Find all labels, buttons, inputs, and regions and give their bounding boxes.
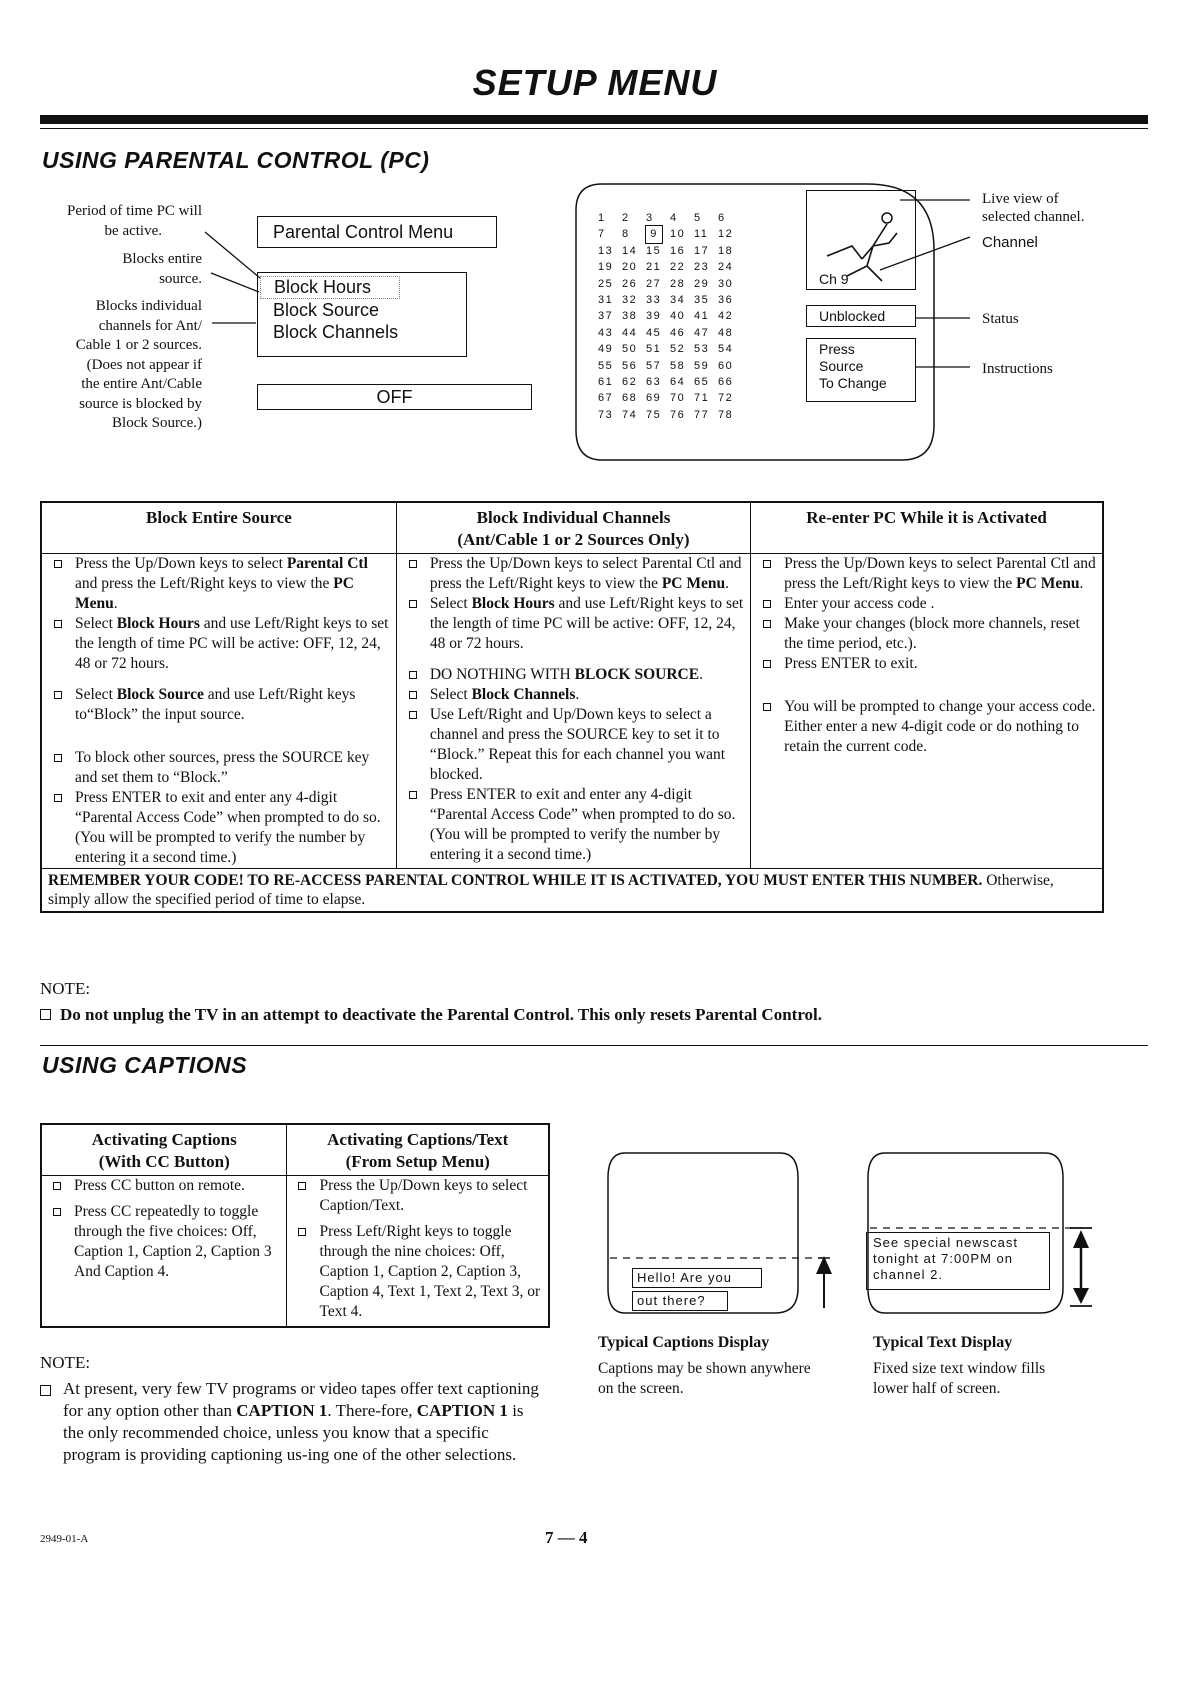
channel-number[interactable]: 3 bbox=[646, 212, 654, 224]
channel-number[interactable]: 44 bbox=[622, 326, 638, 339]
caption-line-2-box bbox=[632, 1291, 728, 1311]
captions-display-desc: Captions may be shown anywhere on the screen. bbox=[598, 1360, 811, 1397]
note-unplug: Do not unplug the TV in an attempt to deactivate the Parental Control. This only resets Parental Control. bbox=[40, 1004, 822, 1026]
channel-number[interactable]: 38 bbox=[622, 310, 638, 323]
captions-note-label: NOTE: bbox=[40, 1353, 91, 1372]
header-block-entire-source: Block Entire Source bbox=[41, 502, 396, 554]
channel-number[interactable]: 17 bbox=[694, 244, 710, 257]
channel-number[interactable]: 56 bbox=[622, 359, 638, 372]
channel-number[interactable]: 63 bbox=[646, 376, 662, 389]
label-live-view: Live view of selected channel. bbox=[982, 191, 1085, 225]
channel-number[interactable]: 74 bbox=[622, 408, 638, 421]
channel-number[interactable]: 10 bbox=[670, 228, 686, 241]
channel-number[interactable]: 65 bbox=[694, 376, 710, 389]
list-item: Press ENTER to exit. bbox=[757, 654, 1096, 674]
channel-number[interactable]: 54 bbox=[718, 343, 734, 356]
col-cc-button bbox=[41, 1176, 287, 1328]
channel-number[interactable]: 35 bbox=[694, 294, 710, 307]
list-item: Enter your access code . bbox=[757, 594, 1096, 614]
channel-number[interactable]: 14 bbox=[622, 244, 638, 257]
menu-item-block-hours[interactable]: Block Hours bbox=[260, 276, 400, 299]
channel-number[interactable]: 22 bbox=[670, 261, 686, 274]
col-setup-menu bbox=[287, 1176, 549, 1328]
channel-number[interactable]: 34 bbox=[670, 294, 686, 307]
caption-line-2: out there? bbox=[637, 1293, 706, 1308]
channel-number[interactable]: 59 bbox=[694, 359, 710, 372]
channel-number[interactable]: 61 bbox=[598, 376, 614, 389]
title-rule-thin bbox=[40, 128, 1148, 129]
channel-number[interactable]: 5 bbox=[694, 212, 702, 224]
preview-channel: Ch 9 bbox=[819, 271, 849, 287]
label-instructions: Instructions bbox=[982, 361, 1053, 377]
text-window-box bbox=[866, 1232, 1050, 1290]
list-item: Press ENTER to exit and enter any 4-digit “Parental Access Code” when prompted to do so. (You will be prompted to verify the number by entering it a second time.) bbox=[48, 788, 390, 868]
channel-number[interactable]: 64 bbox=[670, 376, 686, 389]
channel-row bbox=[598, 259, 742, 275]
caption-line-1: Hello! Are you bbox=[637, 1270, 732, 1285]
list-item: Press Left/Right keys to toggle through the nine choices: Off, Caption 1, Caption 2, Caption 3, Caption 4, Text 1, Text 2, Text 3, or Text 4. bbox=[292, 1222, 543, 1322]
channel-number[interactable]: 55 bbox=[598, 359, 614, 372]
list-item: Select Block Source and use Left/Right keys to“Block” the input source. bbox=[48, 685, 390, 725]
label-entire: Blocks entire source. bbox=[122, 251, 202, 287]
channel-row bbox=[598, 243, 742, 259]
channel-number[interactable]: 73 bbox=[598, 408, 614, 421]
parental-control-heading: USING PARENTAL CONTROL (PC) bbox=[42, 147, 430, 173]
channel-number[interactable]: 66 bbox=[718, 376, 734, 389]
list-item: Press the Up/Down keys to select Parental Ctl and press the Left/Right keys to view the PC Menu. bbox=[403, 554, 744, 594]
list-item: Press CC button on remote. bbox=[47, 1176, 281, 1196]
channel-number[interactable]: 27 bbox=[646, 277, 662, 290]
channel-number[interactable]: 29 bbox=[694, 277, 710, 290]
channel-row bbox=[598, 407, 742, 423]
channel-number[interactable]: 32 bbox=[622, 294, 638, 307]
text-window: See special newscast tonight at 7:00PM on channel 2. bbox=[873, 1235, 1019, 1282]
preview-status: Unblocked bbox=[819, 308, 886, 324]
preview-instructions: Press Source To Change bbox=[819, 341, 887, 391]
channel-number[interactable]: 7 bbox=[598, 228, 606, 241]
list-item: Press CC repeatedly to toggle through the five choices: Off, Caption 1, Caption 2, Caption 3 And Caption 4. bbox=[47, 1202, 281, 1282]
captions-display-title: Typical Captions Display bbox=[598, 1334, 770, 1351]
list-item: You will be prompted to change your access code. Either enter a new 4-digit code or do nothing to retain the current code. bbox=[757, 697, 1096, 757]
channel-number[interactable]: 43 bbox=[598, 326, 614, 339]
channel-number[interactable]: 15 bbox=[646, 244, 662, 257]
channel-number[interactable]: 19 bbox=[598, 261, 614, 274]
channel-grid bbox=[598, 210, 742, 423]
channel-number[interactable]: 24 bbox=[718, 261, 734, 274]
list-item: Press ENTER to exit and enter any 4-digit “Parental Access Code” when prompted to do so. (You will be prompted to verify the number by entering it a second time.) bbox=[403, 785, 744, 865]
channel-number[interactable]: 26 bbox=[622, 277, 638, 290]
page-number: 7 — 4 bbox=[545, 1528, 588, 1547]
channel-number[interactable]: 60 bbox=[718, 359, 734, 372]
label-individual: Blocks individual channels for Ant/ Cable 1 or 2 sources. (Does not appear if the entire Ant/Cable source is blocked by Block Source.) bbox=[75, 298, 202, 431]
menu-item-block-channels[interactable]: Block Channels bbox=[273, 322, 399, 342]
channel-number[interactable]: 71 bbox=[694, 392, 710, 405]
channel-number[interactable]: 1 bbox=[598, 212, 606, 224]
channel-number[interactable]: 50 bbox=[622, 343, 638, 356]
channel-number[interactable]: 33 bbox=[646, 294, 662, 307]
channel-number[interactable]: 25 bbox=[598, 277, 614, 290]
captions-note: At present, very few TV programs or video tapes offer text captioning for any option other than CAPTION 1. There-fore, CAPTION 1 is the only recommended choice, unless you know that a specific program is providing captioning us-ing one of the other selections. bbox=[40, 1378, 545, 1466]
channel-number[interactable]: 31 bbox=[598, 294, 614, 307]
header-setup-menu: Activating Captions/Text (From Setup Menu) bbox=[287, 1124, 549, 1176]
channel-number[interactable]: 69 bbox=[646, 392, 662, 405]
channel-number[interactable]: 11 bbox=[694, 228, 709, 241]
channel-number[interactable]: 47 bbox=[694, 326, 710, 339]
label-channel: Channel bbox=[982, 234, 1038, 251]
list-item: Make your changes (block more channels, reset the time period, etc.). bbox=[757, 614, 1096, 654]
channel-number[interactable]: 36 bbox=[718, 294, 734, 307]
list-item: Select Block Channels. bbox=[403, 685, 744, 705]
header-block-individual-channels: Block Individual Channels (Ant/Cable 1 or 2 Sources Only) bbox=[396, 502, 750, 554]
col-block-entire-source bbox=[41, 554, 396, 869]
channel-number[interactable]: 28 bbox=[670, 277, 686, 290]
note-label: NOTE: bbox=[40, 979, 91, 998]
channel-row bbox=[598, 358, 742, 374]
pc-menu-title: Parental Control Menu bbox=[273, 222, 454, 242]
pc-menu-value: OFF bbox=[376, 387, 413, 407]
channel-row bbox=[598, 308, 742, 324]
channel-number[interactable]: 51 bbox=[646, 343, 662, 356]
remember-code-note: REMEMBER YOUR CODE! TO RE-ACCESS PARENTAL CONTROL WHILE IT IS ACTIVATED, YOU MUST ENTER THIS NUMBER. Otherwise, simply allow the specified period of time to elapse. bbox=[41, 869, 1103, 913]
channel-row bbox=[598, 374, 742, 390]
section-divider bbox=[40, 1045, 1148, 1046]
channel-number[interactable]: 49 bbox=[598, 343, 614, 356]
list-item: Press the Up/Down keys to select Caption/Text. bbox=[292, 1176, 543, 1216]
channel-row bbox=[598, 276, 742, 292]
channel-number[interactable]: 12 bbox=[718, 228, 734, 241]
channel-number[interactable]: 48 bbox=[718, 326, 734, 339]
channel-number[interactable]: 39 bbox=[646, 310, 662, 323]
channel-number[interactable]: 72 bbox=[718, 392, 734, 405]
channel-row bbox=[598, 390, 742, 406]
channel-number[interactable]: 77 bbox=[694, 408, 710, 421]
channel-number[interactable]: 37 bbox=[598, 310, 614, 323]
channel-number[interactable]: 75 bbox=[646, 408, 662, 421]
channel-number[interactable]: 40 bbox=[670, 310, 686, 323]
channel-number[interactable]: 45 bbox=[646, 326, 662, 339]
channel-number[interactable]: 20 bbox=[622, 261, 638, 274]
channel-row bbox=[598, 210, 742, 226]
channel-number[interactable]: 6 bbox=[718, 212, 726, 224]
list-item: Select Block Hours and use Left/Right keys to set the length of time PC will be active: OFF, 12, 24, 48 or 72 hours. bbox=[48, 614, 390, 674]
channel-number[interactable]: 78 bbox=[718, 408, 734, 421]
channel-number[interactable]: 4 bbox=[670, 212, 678, 224]
channel-number[interactable]: 8 bbox=[622, 228, 630, 241]
list-item: Press the Up/Down keys to select Parental Ctl and press the Left/Right keys to view the PC Menu. bbox=[757, 554, 1096, 594]
channel-number[interactable]: 21 bbox=[646, 261, 662, 274]
channel-row bbox=[598, 226, 742, 242]
pc-menu-value-box bbox=[257, 384, 532, 410]
channel-number[interactable]: 57 bbox=[646, 359, 662, 372]
text-display-title: Typical Text Display bbox=[873, 1334, 1013, 1351]
channel-number[interactable]: 76 bbox=[670, 408, 686, 421]
text-display-desc: Fixed size text window fills lower half of screen. bbox=[873, 1360, 1046, 1397]
document-code: 2949-01-A bbox=[40, 1533, 89, 1545]
channel-number[interactable]: 42 bbox=[718, 310, 734, 323]
channel-number[interactable]: 70 bbox=[670, 392, 686, 405]
channel-number[interactable]: 67 bbox=[598, 392, 614, 405]
channel-number-selected[interactable]: 9 bbox=[646, 226, 662, 242]
header-reenter-pc: Re-enter PC While it is Activated bbox=[751, 502, 1103, 554]
channel-number[interactable]: 16 bbox=[670, 244, 686, 257]
list-item: To block other sources, press the SOURCE key and set them to “Block.” bbox=[48, 748, 390, 788]
channel-number[interactable]: 30 bbox=[718, 277, 734, 290]
bullet-icon bbox=[40, 1009, 51, 1020]
list-item: Press the Up/Down keys to select Parental Ctl and press the Left/Right keys to view the PC Menu. bbox=[48, 554, 390, 614]
channel-number[interactable]: 62 bbox=[622, 376, 638, 389]
channel-row bbox=[598, 292, 742, 308]
caption-line-1-box bbox=[632, 1268, 762, 1288]
channel-number[interactable]: 41 bbox=[694, 310, 710, 323]
bullet-icon bbox=[40, 1385, 51, 1396]
channel-number[interactable]: 13 bbox=[598, 244, 614, 257]
label-period: Period of time PC will be active. bbox=[67, 203, 202, 239]
parental-control-table bbox=[40, 501, 1104, 913]
channel-number[interactable]: 23 bbox=[694, 261, 710, 274]
channel-number[interactable]: 58 bbox=[670, 359, 686, 372]
list-item: DO NOTHING WITH BLOCK SOURCE. bbox=[403, 665, 744, 685]
channel-number[interactable]: 52 bbox=[670, 343, 686, 356]
right-pointers bbox=[860, 190, 980, 390]
pc-menu-title-box bbox=[257, 216, 497, 248]
title-rule bbox=[40, 115, 1148, 124]
channel-number[interactable]: 68 bbox=[622, 392, 638, 405]
pc-menu-list bbox=[257, 272, 467, 357]
col-reenter-pc bbox=[751, 554, 1103, 869]
menu-item-block-source[interactable]: Block Source bbox=[273, 300, 380, 320]
channel-number[interactable]: 46 bbox=[670, 326, 686, 339]
col-block-individual-channels bbox=[396, 554, 750, 869]
label-status: Status bbox=[982, 311, 1019, 327]
list-item: Use Left/Right and Up/Down keys to select a channel and press the SOURCE key to set it to “Block.” Repeat this for each channel you want blocked. bbox=[403, 705, 744, 785]
channel-row bbox=[598, 325, 742, 341]
channel-number[interactable]: 53 bbox=[694, 343, 710, 356]
header-cc-button: Activating Captions (With CC Button) bbox=[41, 1124, 287, 1176]
channel-row bbox=[598, 341, 742, 357]
captions-table bbox=[40, 1123, 550, 1328]
page-title: SETUP MENU bbox=[472, 62, 718, 103]
captions-heading: USING CAPTIONS bbox=[42, 1052, 248, 1078]
channel-number[interactable]: 2 bbox=[622, 212, 630, 224]
list-item: Select Block Hours and use Left/Right keys to set the length of time PC will be active: OFF, 12, 24, 48 or 72 hours. bbox=[403, 594, 744, 654]
channel-number[interactable]: 18 bbox=[718, 244, 734, 257]
